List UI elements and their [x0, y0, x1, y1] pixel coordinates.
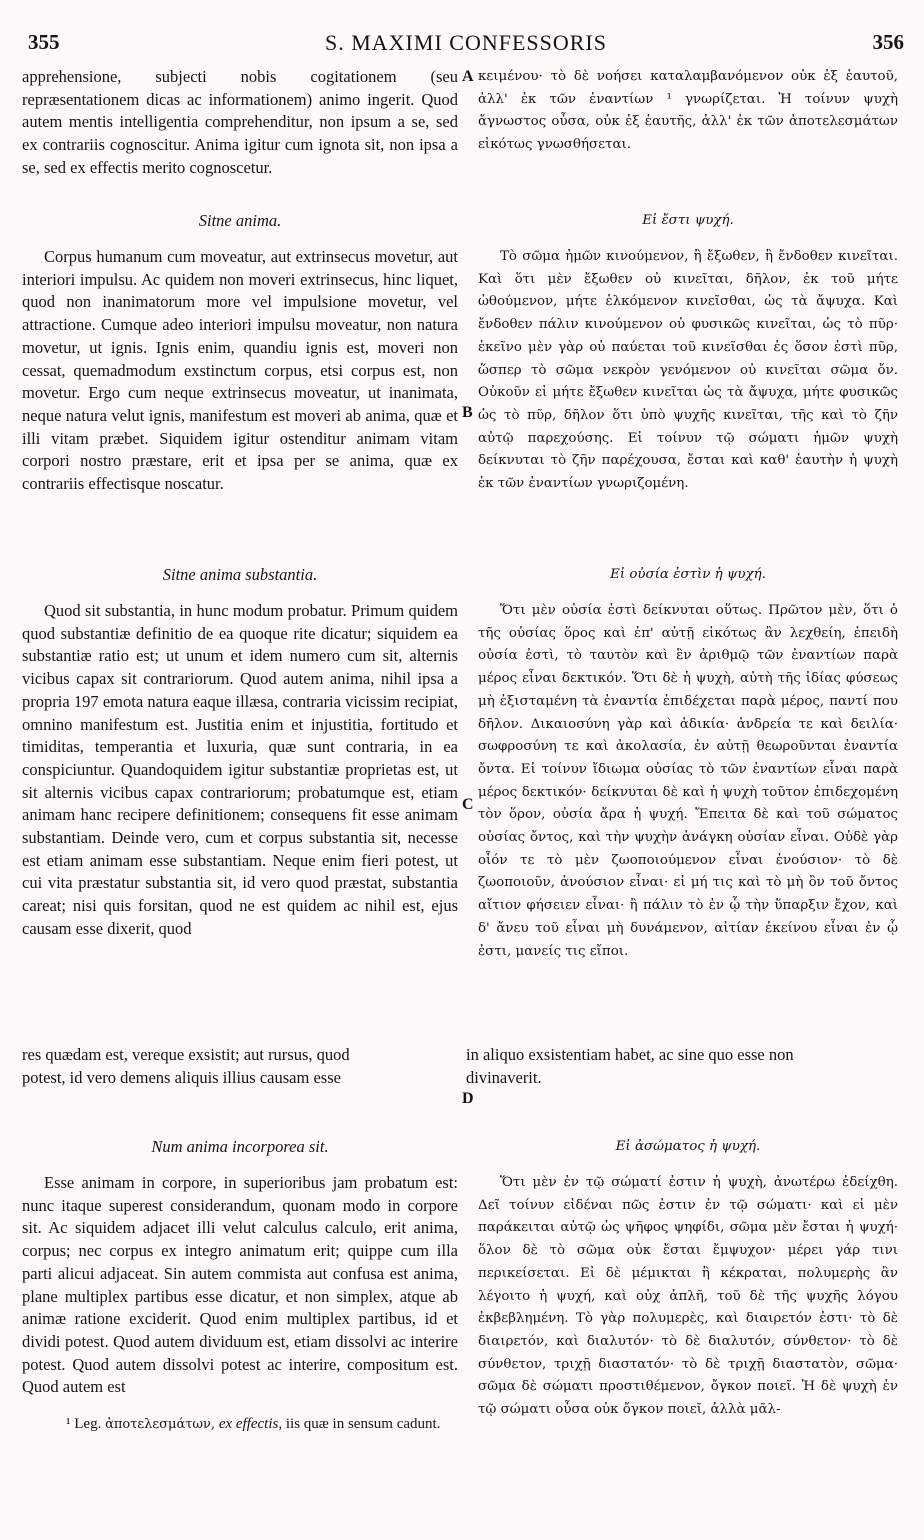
latin-paragraph-2: Quod sit substantia, in hunc modum probatur. Primum quidem quod substantiæ definitio de ea quoque rite dicatur; siquidem ea substantiæ ratio est; ut unum et idem numero cum sit, alternis vicibus capax sit contrariorum. Quod autem anima, nihil ipsa a propria 197 emota natura eaque illæsa, contraria vicissim recipiat, omnino manifestum est. Justitia enim et injustitia, fortitudo et timiditas, temperantia et luxuria, quæ sunt contraria, in ea conspiciuntur. Quandoquidem igitur substantiæ proprietas est, ut sit alternis vicibus capax contrariorum; probatumque est, etiam animam hanc recipere definitionem; consequens fit esse animam substantiam. Deinde vero, cum et corpus substantia sit, necesse est etiam animam esse substantiam. Neque enim fieri potest, ut cui vita præstatur substantia sit, id vero quod præstat, substantia careat; nisi quis forsitan, quod ne est quidem ac nihil est, ejus causam esse dixerit, quod	[22, 601, 458, 938]
page-number-right: 356	[872, 30, 904, 54]
margin-marker-b: B	[462, 404, 473, 421]
footnote-greek: ἀποτελεσμάτων,	[105, 1417, 216, 1432]
bridge-line	[22, 1044, 898, 1067]
greek-heading-ei-esti-psyche: Εἰ ἔστι ψυχή.	[642, 213, 734, 228]
latin-paragraph-1: Corpus humanum cum moveatur, aut extrinsecus movetur, aut interiori impulsu. Ac quidem non moveri extrinsecus, hinc liquet, quod non inanimatorum more vel impulsione movetur, vel attractione. Cumque adeo interiori impulsu moveatur, non natura movetur, ut ignis. Ignis enim, quandiu ignis est, moveri non cessat, quemadmodum exstinctum corpus, etsi corpus est, non movetur. Ergo cum neque extrinsecus moveatur, ut inanimata, neque natura velut ignis, manifestum est moveri ab anima, quæ et illi vitam præbet. Siquidem igitur ostenditur animam vitam corpori nostro præstare, erit et ipsa per se anima, quæ ex contrariis effectisque noscatur.	[22, 247, 458, 494]
greek-intro-paragraph: κειμένου· τὸ δὲ νοήσει καταλαμβανόμενον οὐκ ἐξ ἑαυτοῦ, ἀλλ' ἐκ τῶν ἐναντίων ¹ γνωρίζεται. Ἡ τοίνυν ψυχὴ ἄγνωστος οὖσα, οὐκ ἐξ ἑαυτῆς, ἀλλ' ἐκ τῶν ἀποτελεσμάτων εἰκότως γνωσθήσεται.	[478, 69, 898, 153]
latin-heading-sitne-anima: Sitne anima.	[198, 211, 282, 230]
margin-marker-d: D	[462, 1090, 474, 1107]
margin-marker-a: A	[462, 68, 474, 85]
bridge-line-2-left: potest, id vero demens aliquis illius causam esse	[22, 1067, 341, 1087]
latin-heading-substantia: Sitne anima substantia.	[162, 565, 318, 584]
running-title: S. MAXIMI CONFESSORIS	[324, 30, 607, 55]
greek-heading-ousia: Εἰ οὐσία ἐστὶν ἡ ψυχή.	[610, 567, 766, 582]
greek-paragraph-2: Ὅτι μὲν οὐσία ἐστὶ δείκνυται οὕτως. Πρῶτον μὲν, ὅτι ὁ τῆς οὐσίας ὅρος καὶ ἐπ' αὐτῇ εἰκότως ἂν λεχθείη, ἐπειδὴ οὐσία ἐστὶ, τὸ ταυτὸν καὶ ἓν ἀριθμῷ τῶν ἐναντίων παρὰ μέρος εἶναι δεκτικόν. Ὅτι δὲ ἡ ψυχὴ, αὐτὴ τῆς ἰδίας φύσεως μὴ ἐξισταμένη τὰ ἐναντία ἐπιδέχεται παρὰ μέρος, παντί που δῆλον. Δικαιοσύνη γὰρ καὶ ἀδικία· ἀνδρεία τε καὶ δειλία· σωφροσύνη τε καὶ ἀκολασία, ἐν αὐτῇ θεωροῦνται ἐναντία ὄντα. Εἰ τοίνυν ἴδιωμα οὐσίας τὸ τῶν ἐναντίων εἶναι παρὰ μέρος δεκτικόν· δείκνυται δὲ καὶ ἡ ψυχὴ τοῦτον ἐπιδεχομένη τὸν ὅρον, οὐσία ἄρα ἡ ψυχή. Ἔπειτα δὲ καὶ τοῦ σώματος οὐσίας ὄντος, καὶ τὴν ψυχὴν ἀνάγκη οὐσίαν εἶναι. Οὐδὲ γὰρ οἷόν τε τὸ μὲν ζωοποιούμενον εἶναι ἐνούσιον· τὸ δὲ ζωοποιοῦν, ἀνούσιον εἶναι· εἰ μή τις καὶ τὸ μὴ ὂν τοῦ ὄντος αἴτιον φήσειεν εἶναι· ἢ πάλιν τὸ ἐν ᾧ τὴν ὕπαρξιν ἔχον, καὶ δ' ἄνευ τοῦ εἶναι μὴ δυνάμενον, αἰτίαν ἐκείνου εἶναι ἐν ᾧ ἐστι, μανείς τις εἴποι.	[478, 603, 898, 959]
full-width-bridge-lines	[22, 1044, 898, 1089]
page-number-left: 355	[28, 30, 60, 54]
page-header	[28, 30, 904, 58]
latin-heading-incorporea: Num anima incorporea sit.	[151, 1137, 329, 1156]
bridge-line-1-left: res quædam est, vereque exsistit; aut rursus, quod	[22, 1045, 350, 1064]
footnote	[66, 1416, 440, 1433]
latin-paragraph-3: Esse animam in corpore, in superioribus jam probatum est: nunc itaque superest considerandum, quonam modo in corpore sit. Ac siquidem adjacet illi velut calculus calculo, erit anima, corpus; nec corpus ex integro animatum erit; quippe cum illa parti alicui adjaceat. Sin autem commista aut confusa est anima, plane multiplex partibus esse dicatur, et non simplex, atque ab animæ ratione exciderit. Quod enim multiplex partibus, id et dividi potest. Quod autem dividuum est, etiam dissolvi ac interire potest. Quod autem dissolvi potest ac interire, compositum est. Quod autem est	[22, 1173, 458, 1397]
greek-heading-asomatos: Εἰ ἀσώματος ἡ ψυχή.	[615, 1139, 761, 1154]
footnote-number: ¹ Leg.	[66, 1416, 102, 1432]
greek-paragraph-3: Ὅτι μὲν ἐν τῷ σώματί ἐστιν ἡ ψυχὴ, ἀνωτέρω ἐδείχθη. Δεῖ τοίνυν εἰδέναι πῶς ἐστιν ἐν τῷ σώματι· καὶ εἰ μὲν παράκειται αὐτῷ ὡς ψῆφος ψηφίδι, σῶμα μὲν ἔσται ἡ ψυχή· ὅλον δὲ τὸ σῶμα οὐκ ἔσται ἔμψυχον· μέρει γάρ τινι περικείσεται. Εἰ δὲ μέμικται ἢ κέκραται, πολυμερὴς ἂν λέγοιτο ἡ ψυχή, καὶ οὐχ ἁπλῆ, τοῦ δὲ τῆς ψυχῆς λόγου ἐκβεβλημένη. Τὸ γὰρ πολυμερὲς, καὶ διαιρετόν ἐστι· τὸ δὲ διαιρετόν, καὶ διαλυτόν· τὸ δὲ διαλυτόν, σύνθετον· τὸ δὲ σύνθετον, τριχῇ διαστατόν· τὸ δὲ τριχῇ διαστατὸν, σῶμα· σῶμα δὲ σώματι προστιθέμενον, ὄγκον ποιεῖ. Ἡ δὲ ψυχὴ ἐν τῷ σώματι οὖσα οὐκ ὄγκον ποιεῖ, ἀλλὰ μᾶλ-	[478, 1175, 898, 1418]
bridge-line-2-right: divinaverit.	[466, 1067, 542, 1087]
greek-column	[478, 66, 898, 1486]
latin-column	[22, 66, 458, 1486]
footnote-latin-italic: ex effectis,	[218, 1416, 283, 1432]
latin-intro-paragraph: apprehensione, subjecti nobis cogitationem (seu repræsentationem dicas ac informationem) animo ingerit. Quod autem mentis intelligentia comprehenditur, non ipsum a se, sed ex contrariis cognoscitur. Anima igitur cum ignota sit, non ipsa a se, sed ex effectis merito cognoscetur.	[22, 67, 458, 177]
greek-paragraph-1: Τὸ σῶμα ἡμῶν κινούμενον, ἢ ἔξωθεν, ἢ ἔνδοθεν κινεῖται. Καὶ ὅτι μὲν ἔξωθεν οὐ κινεῖται, δῆλον, ἐκ τοῦ μήτε ὠθούμενον, μήτε ἑλκόμενον κινεῖσθαι, ὡς τὰ ἄψυχα. Καὶ ἔνδοθεν πάλιν κινούμενον οὐ φυσικῶς κινεῖται, ὡς τὸ πῦρ· ἐκεῖνο μὲν γὰρ οὐ παύεται τοῦ κινεῖσθαι ἐς ὅσον ἐστὶ πῦρ, ὥσπερ τὸ σῶμα νεκρὸν γενόμενον οὐ κινεῖται σῶμα ὄν. Οὐκοῦν εἰ μήτε ἔξωθεν κινεῖται ὡς τὰ ἄψυχα, μήτε φυσικῶς ὡς τὸ πῦρ, δῆλον ὅτι ὑπὸ ψυχῆς κινεῖται, τῆς καὶ τὸ ζῆν αὐτῷ παρεχούσης. Εἰ τοίνυν τῷ σώματι ἡμῶν ψυχὴ δείκνυται τὸ ζῆν παρέχουσα, ἔσται καὶ καθ' ἑαυτὴν ἡ ψυχὴ ἐκ τῶν ἐναντίων γνωριζομένη.	[478, 249, 898, 492]
bridge-line	[22, 1067, 898, 1090]
footnote-rest: iis quæ in sensum cadunt.	[285, 1416, 441, 1432]
margin-marker-c: C	[462, 796, 474, 813]
bridge-line-1-right: in aliquo exsistentiam habet, ac sine quo esse non	[466, 1045, 794, 1064]
